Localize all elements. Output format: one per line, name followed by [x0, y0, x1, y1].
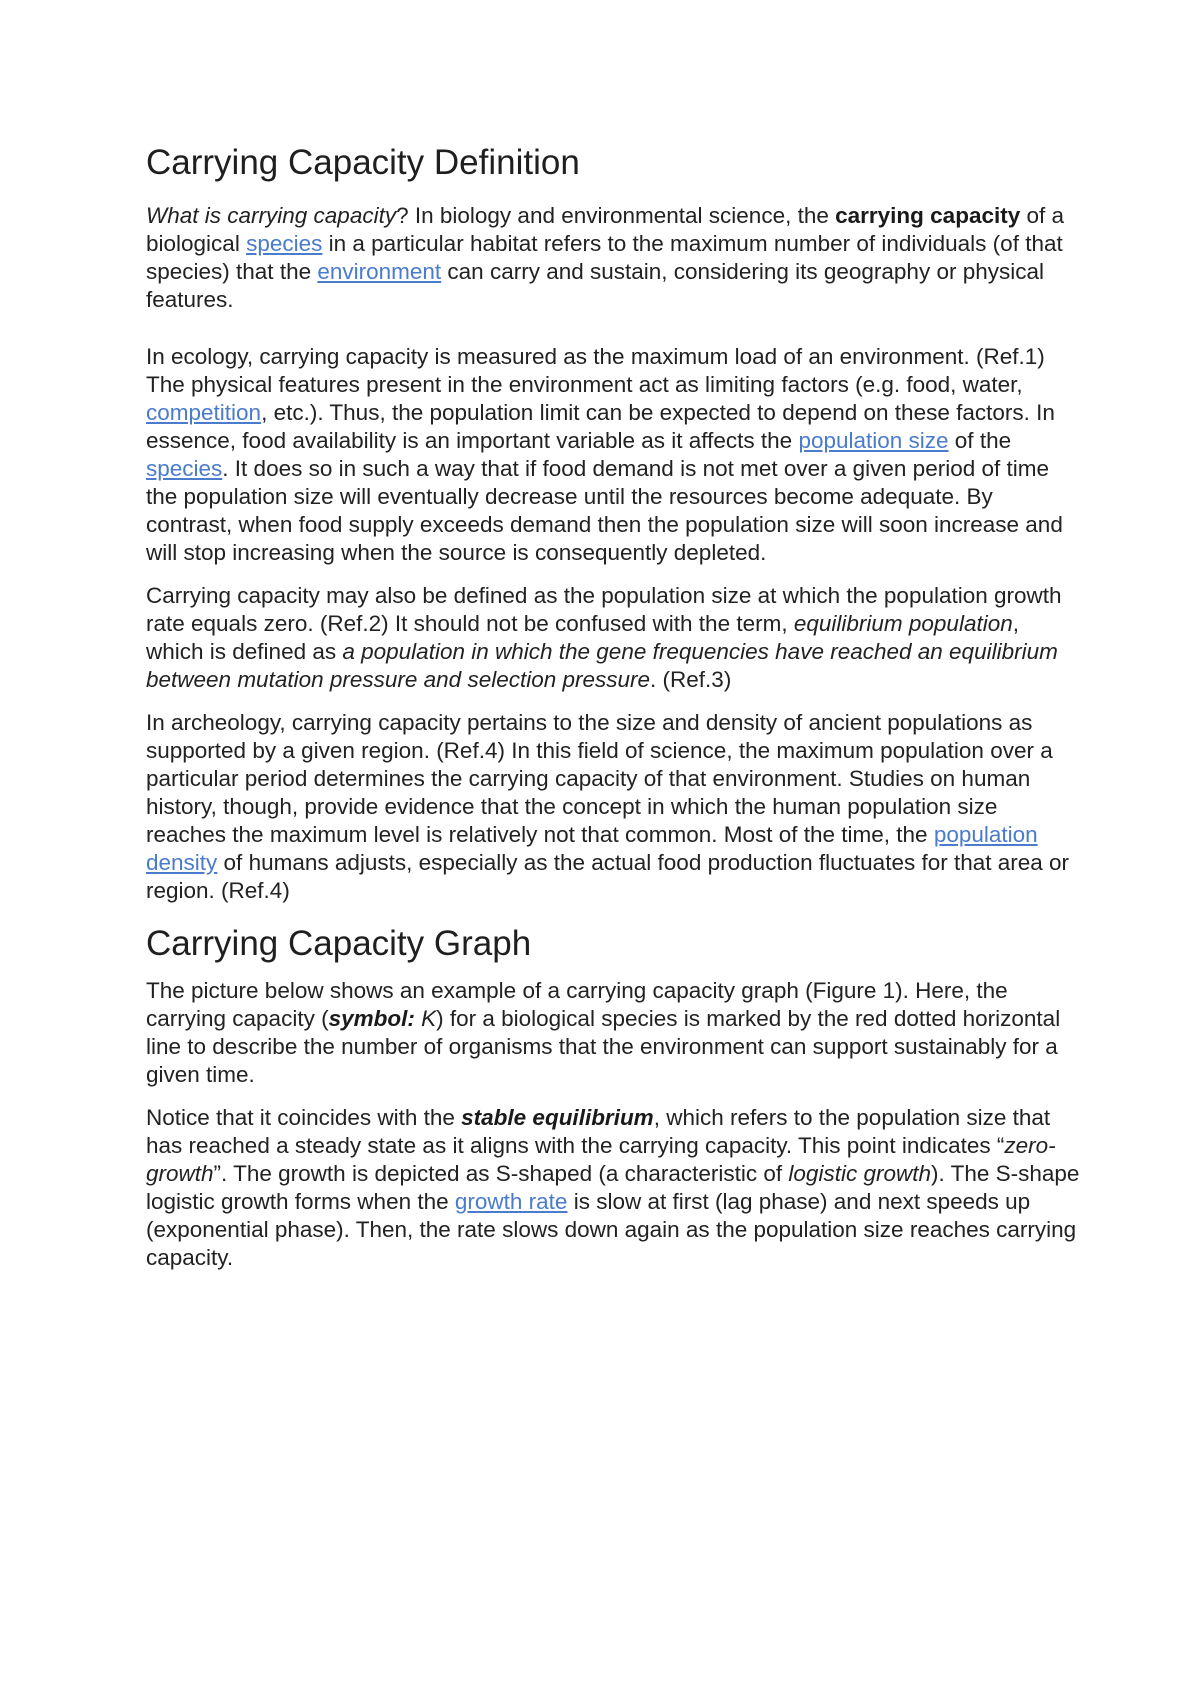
bold-italic-stable-equilibrium: stable equilibrium [461, 1105, 654, 1130]
text-run: ? In biology and environmental science, the [396, 203, 836, 228]
italic-logistic-growth: logistic growth [788, 1161, 931, 1186]
text-run: In ecology, carrying capacity is measured as the maximum load of an environment. (Ref.1) The physical features present in the environment act as limiting factors (e.g. food, water, [146, 344, 1045, 397]
paragraph-growth-rate-zero [146, 582, 1080, 694]
link-environment[interactable]: environment [317, 259, 442, 284]
text-run: ”. The growth is depicted as S-shaped (a characteristic of [213, 1161, 789, 1186]
link-species[interactable]: species [146, 456, 223, 481]
bold-term-carrying-capacity: carrying capacity [835, 203, 1021, 228]
text-run: , which is defined as [146, 611, 1020, 664]
italic-zero-growth: zero-growth [146, 1133, 1056, 1186]
text-run: ) for a biological species is marked by the red dotted horizontal line to describe the number of organisms that the environment can support sustainably for a given time. [146, 1006, 1061, 1087]
text-run: of the [948, 428, 1012, 453]
text-run: . (Ref.3) [650, 667, 732, 692]
link-growth-rate[interactable]: growth rate [454, 1189, 568, 1214]
text-run: Carrying capacity may also be defined as the population size at which the population growth rate equals zero. (Ref.2) It should not be confused with the term, [146, 583, 1062, 636]
paragraph-definition [146, 202, 1080, 314]
text-run: Notice that it coincides with the [146, 1105, 462, 1130]
heading-carrying-capacity-definition: Carrying Capacity Definition [146, 143, 580, 182]
italic-definition: a population in which the gene frequencies have reached an equilibrium between mutation pressure and selection pressure [146, 639, 1058, 692]
link-population-size[interactable]: population size [798, 428, 949, 453]
bold-italic-symbol: symbol: [328, 1006, 415, 1031]
italic-question: What is carrying capacity [146, 203, 397, 228]
text-run: in a particular habitat refers to the maximum number of individuals (of that species) that the [146, 231, 1063, 284]
paragraph-graph-description [146, 977, 1080, 1089]
heading-carrying-capacity-graph: Carrying Capacity Graph [146, 924, 532, 963]
paragraph-ecology [146, 343, 1080, 567]
italic-equilibrium-population: equilibrium population [793, 611, 1013, 636]
text-run: The picture below shows an example of a carrying capacity graph (Figure 1). Here, the carrying capacity ( [146, 978, 1008, 1031]
paragraph-archeology [146, 709, 1080, 905]
text-run: is slow at first (lag phase) and next speeds up (exponential phase). Then, the rate slows down again as the population size reaches carrying capacity. [146, 1189, 1077, 1270]
text-run: of a biological [146, 203, 1065, 256]
text-run: of humans adjusts, especially as the actual food production fluctuates for that area or region. (Ref.4) [146, 850, 1070, 903]
text-run: . It does so in such a way that if food demand is not met over a given period of time the population size will eventually decrease until the resources become adequate. By contrast, when food supply exceeds demand then the population size will soon increase and will stop increasing when the source is consequently depleted. [146, 456, 1063, 565]
link-population-density[interactable]: population density [146, 822, 1038, 875]
link-competition[interactable]: competition [146, 400, 262, 425]
text-run: ). The S-shape logistic growth forms when the [146, 1161, 1080, 1214]
text-run: , which refers to the population size that has reached a steady state as it aligns with the carrying capacity. This point indicates “ [146, 1105, 1051, 1158]
paragraph-stable-equilibrium [146, 1104, 1080, 1272]
text-run: can carry and sustain, considering its geography or physical features. [146, 259, 1044, 312]
link-species[interactable]: species [246, 231, 323, 256]
italic-k: K [421, 1006, 437, 1031]
text-run: , etc.). Thus, the population limit can be expected to depend on these factors. In essence, food availability is an important variable as it affects the [146, 400, 1055, 453]
text-run: In archeology, carrying capacity pertains to the size and density of ancient populations as supported by a given region. (Ref.4) In this field of science, the maximum population over a particular period determines the carrying capacity of that environment. Studies on human history, though, provide evidence that the concept in which the human population size reaches the maximum level is relatively not that common. Most of the time, the [146, 710, 1053, 847]
